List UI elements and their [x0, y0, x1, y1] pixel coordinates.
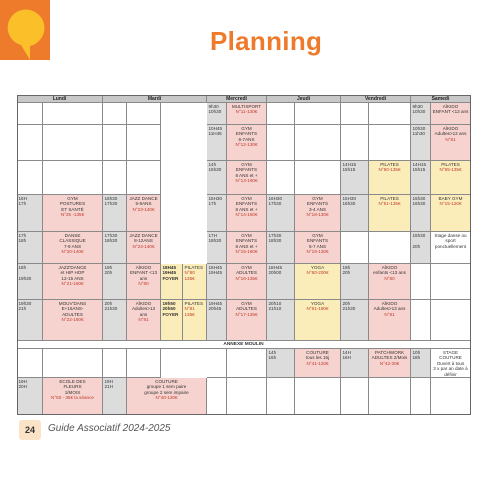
- activity-name: JAZZ DANCE 8-12ANS: [129, 233, 158, 244]
- time-slot: [267, 349, 295, 378]
- time-slot: [207, 125, 227, 161]
- activity-name: MULTISPORT: [231, 104, 262, 109]
- activity-name: DANSE CLASSIQUE 7-9 ANS: [59, 233, 86, 249]
- planning-table: [17, 95, 471, 415]
- time-slot: [341, 349, 369, 378]
- activity-name: AÏKIDO Adultes>13 ans: [434, 126, 467, 137]
- time-label: 18h 19h30: [18, 265, 32, 281]
- empty-slot: [17, 161, 43, 195]
- activity-name: ECOLE DES FLEURS 1/MOIS: [59, 379, 86, 395]
- activity-price: N°61-180€: [306, 306, 329, 312]
- activity-cell: [369, 264, 411, 300]
- activity-price: N°14-160€: [235, 212, 258, 218]
- day-header-ma: Mardi: [103, 95, 207, 103]
- day-header-me: Mercredi: [207, 95, 267, 103]
- day-header-lu: Lundi: [17, 95, 103, 103]
- activity-price: N°55-135€: [439, 167, 462, 173]
- activity-name: GYM ENFANTS 8 ANS et +: [235, 233, 258, 249]
- empty-slot: [127, 103, 161, 125]
- activity-name: GYM ENFANTS 8 ANS et +: [235, 162, 258, 178]
- time-slot: [103, 232, 127, 264]
- empty-slot: [267, 103, 295, 125]
- time-label: 18H45 20h00: [268, 265, 283, 276]
- time-slot: [341, 264, 369, 300]
- time-slot: [411, 195, 431, 232]
- activity-price: N°19-130€: [306, 249, 329, 255]
- time-label: 18H45 19H45: [208, 265, 223, 276]
- time-label: 19h 20h: [342, 265, 351, 276]
- activity-price: N°20-140€: [61, 249, 84, 255]
- time-slot: [103, 300, 127, 341]
- time-slot: [161, 300, 183, 341]
- empty-slot: [103, 125, 127, 161]
- empty-slot: [267, 161, 295, 195]
- activity-name: PATCHWORK ADULTES 2/Mois: [371, 350, 408, 361]
- activity-cell: [43, 300, 103, 341]
- time-slot: [161, 264, 183, 300]
- time-label: 17h30 18h30: [268, 233, 282, 244]
- time-slot: [207, 264, 227, 300]
- activity-name: AÏKIDO enfants <13 ans: [373, 265, 406, 276]
- activity-price: N°13-160€: [235, 178, 258, 184]
- empty-slot: [295, 103, 341, 125]
- activity-name: GYM POSTURES ET SANTÉ: [59, 196, 86, 212]
- activity-cell: [295, 232, 341, 264]
- activity-name: MOUV'DANS E+15ANS- ADULTES: [58, 301, 87, 317]
- activity-cell: [127, 378, 207, 415]
- empty-slot: [127, 349, 161, 378]
- time-slot: [17, 195, 43, 232]
- activity-price: N°51-135€: [378, 201, 401, 207]
- empty-slot: [369, 378, 411, 415]
- time-label: 10h 18h: [412, 350, 421, 361]
- activity-name: COUTURE groupe 1 sem paire groupe 2 sem impaire: [144, 379, 189, 395]
- activity-name: AÏKIDO ENFANT <13 ans: [432, 104, 469, 115]
- activity-cell: [227, 264, 267, 300]
- time-slot: [341, 161, 369, 195]
- time-label: 14H15 15h15: [412, 162, 427, 173]
- activity-cell: [295, 300, 341, 341]
- activity-price: N°50-135€: [378, 167, 401, 173]
- time-label: 20h 21h30: [104, 301, 118, 312]
- empty-slot: [369, 232, 411, 264]
- activity-name: BABY GYM: [438, 196, 463, 201]
- activity-price: N°11-130€: [235, 109, 258, 115]
- time-slot: [267, 195, 295, 232]
- empty-slot: [17, 125, 43, 161]
- activity-cell: [227, 195, 267, 232]
- activity-price: N°60-200€: [306, 270, 329, 276]
- time-slot: [103, 378, 127, 415]
- activity-name: GYM ADULTES: [236, 301, 257, 312]
- activity-name: GYM ADULTES: [236, 265, 257, 276]
- activity-name: YOGA: [310, 265, 325, 270]
- activity-cell: [295, 195, 341, 232]
- time-slot: [411, 125, 431, 161]
- time-label: 20h 21h30: [342, 301, 356, 312]
- time-slot: [267, 232, 295, 264]
- time-label: 16H 17h: [18, 196, 27, 207]
- time-slot: [411, 161, 431, 195]
- activity-price: N°50 - 35€ la séance: [51, 395, 94, 401]
- activity-price: N°18-130€: [306, 212, 329, 218]
- activity-price: N°23-140€: [132, 206, 155, 212]
- time-slot: [207, 232, 227, 264]
- empty-slot: [411, 300, 431, 341]
- activity-price: N°22-160€: [61, 317, 84, 323]
- empty-slot: [43, 161, 103, 195]
- activity-name: AÏKIDO Adultes>13 ans: [131, 301, 156, 317]
- time-label: 14H15 15h15: [342, 162, 357, 173]
- activity-cell: [431, 349, 471, 378]
- activity-price: N°15-160€: [235, 249, 258, 255]
- time-slot: [267, 264, 295, 300]
- time-slot: [411, 103, 431, 125]
- time-label: 14h 15h30: [208, 162, 222, 173]
- activity-price: N°80: [384, 275, 395, 281]
- empty-slot: [267, 378, 295, 415]
- empty-slot: [17, 349, 43, 378]
- time-slot: [17, 264, 43, 300]
- annexe-header: ANNEXE MOULIN: [17, 341, 471, 349]
- time-slot: [341, 195, 369, 232]
- empty-slot: [431, 300, 471, 341]
- empty-slot: [369, 103, 411, 125]
- time-label: 15H30 16h30: [342, 196, 357, 207]
- activity-name: GYM ENFANTS 8 ANS et +: [235, 196, 258, 212]
- time-label: 16h30 17h30: [104, 196, 118, 207]
- footer-guide-title: Guide Associatif 2024-2025: [48, 423, 171, 434]
- empty-slot: [43, 125, 103, 161]
- activity-cell: [183, 300, 207, 341]
- activity-price: N°21-160€: [61, 281, 84, 287]
- activity-price: N°17-135€: [235, 311, 258, 317]
- empty-slot: [295, 125, 341, 161]
- activity-cell: [227, 161, 267, 195]
- activity-cell: [431, 232, 471, 264]
- empty-slot: [43, 103, 103, 125]
- activity-cell: [227, 103, 267, 125]
- time-slot: [17, 300, 43, 341]
- time-label: 10h30 11h30: [412, 126, 426, 137]
- time-label: 17h 18h: [18, 233, 27, 244]
- time-label: 19h50 20h50 FOYER: [162, 301, 179, 317]
- activity-cell: [369, 195, 411, 232]
- activity-cell: [431, 103, 471, 125]
- time-slot: [411, 232, 431, 264]
- activity-cell: [369, 161, 411, 195]
- activity-price: N°15-120€: [439, 201, 462, 207]
- time-slot: [17, 232, 43, 264]
- empty-slot: [103, 103, 127, 125]
- activity-name: COUTURE tous les 15j: [305, 350, 330, 361]
- empty-slot: [227, 378, 267, 415]
- activity-name: STAGE COUTURE Ouvert à tous 3 x par an date à définir: [433, 350, 468, 377]
- time-label: 15H30 17h: [208, 196, 223, 207]
- activity-cell: [43, 264, 103, 300]
- page-number: 24: [19, 420, 41, 440]
- empty-slot: [341, 103, 369, 125]
- activity-price: N°16-135€: [235, 275, 258, 281]
- activity-price: N°81: [384, 311, 395, 317]
- activity-price: N°80 135€: [184, 270, 195, 281]
- time-slot: [411, 349, 431, 378]
- activity-cell: [127, 195, 161, 232]
- empty-slot: [411, 378, 431, 415]
- time-label: 19H 20H: [18, 379, 27, 390]
- activity-name: JAZZ DANCE 5-8ANS: [129, 196, 158, 207]
- time-label: 10H45 11H45: [208, 126, 223, 137]
- activity-price: N°80: [138, 281, 149, 287]
- activity-price: N°40-120€: [155, 395, 178, 401]
- activity-cell: [43, 195, 103, 232]
- time-label: 15h30 16h30: [412, 196, 426, 207]
- activity-cell: [127, 264, 161, 300]
- time-label: 9h30 10h30: [412, 104, 426, 115]
- empty-slot: [207, 378, 227, 415]
- page-title: Planning: [210, 26, 323, 56]
- empty-slot: [127, 125, 161, 161]
- empty-slot: [341, 232, 369, 264]
- empty-slot: [341, 378, 369, 415]
- activity-name: AÏKIDO Adultes>13 ans: [373, 301, 406, 312]
- activity-cell: [127, 300, 161, 341]
- activity-price: N°81: [138, 317, 149, 323]
- activity-cell: [431, 195, 471, 232]
- activity-cell: [295, 349, 341, 378]
- time-label: 19h 20h: [104, 265, 113, 276]
- empty-slot: [227, 349, 267, 378]
- empty-slot: [369, 125, 411, 161]
- activity-name: PILATES: [441, 162, 460, 167]
- activity-cell: [369, 300, 411, 341]
- time-label: 17h30 18h30: [104, 233, 118, 244]
- time-label: 19h30 21h: [18, 301, 32, 312]
- empty-slot: [431, 264, 471, 300]
- time-label: 15h30 20h: [412, 233, 426, 249]
- empty-slot: [295, 161, 341, 195]
- activity-name: JAZZ'DANCE et HIP HOP 12-15 ANS: [58, 265, 87, 281]
- time-slot: [17, 378, 43, 415]
- activity-cell: [43, 378, 103, 415]
- empty-slot: [207, 349, 227, 378]
- activity-cell: [227, 125, 267, 161]
- empty-slot: [341, 125, 369, 161]
- time-slot: [267, 300, 295, 341]
- time-label: 20h10 21h10: [268, 301, 282, 312]
- activity-price: N°24-140€: [132, 243, 155, 249]
- time-label: 18H45 19H45 FOYER: [162, 265, 179, 281]
- empty-slot: [431, 378, 471, 415]
- activity-cell: [369, 349, 411, 378]
- activity-name: PILATES: [380, 162, 399, 167]
- activity-cell: [295, 264, 341, 300]
- activity-cell: [183, 264, 207, 300]
- activity-cell: [227, 300, 267, 341]
- speech-bubble-decoration: [0, 0, 58, 82]
- activity-cell: [227, 232, 267, 264]
- time-slot: [207, 195, 227, 232]
- activity-price: N°12-130€: [235, 142, 258, 148]
- empty-slot: [411, 264, 431, 300]
- time-label: 16H30 17h30: [268, 196, 283, 207]
- time-label: 19H 21H: [104, 379, 113, 390]
- time-slot: [341, 300, 369, 341]
- time-label: 14h 16h: [268, 350, 277, 361]
- activity-name: Stage danse ou sport ponctuellement: [434, 233, 467, 249]
- activity-name: PILATES: [184, 265, 204, 270]
- time-slot: [103, 264, 127, 300]
- time-slot: [207, 103, 227, 125]
- time-label: 9h30 10h30: [208, 104, 222, 115]
- activity-price: N°42-30€: [379, 360, 400, 366]
- activity-cell: [127, 232, 161, 264]
- day-header-je: Jeudi: [267, 95, 341, 103]
- activity-price: N°41-120€: [306, 360, 329, 366]
- activity-name: PILATES: [184, 301, 204, 306]
- empty-slot: [103, 349, 127, 378]
- activity-cell: [43, 232, 103, 264]
- time-label: 19H45 20h45: [208, 301, 223, 312]
- activity-cell: [431, 125, 471, 161]
- empty-slot: [17, 103, 43, 125]
- time-label: 17H 18h30: [208, 233, 222, 244]
- empty-slot: [103, 161, 127, 195]
- empty-slot: [127, 161, 161, 195]
- time-slot: [207, 300, 227, 341]
- empty-slot: [267, 125, 295, 161]
- activity-name: GYM ENFANTS 3-4 ANS: [306, 196, 329, 212]
- activity-name: YOGA: [310, 301, 325, 306]
- day-header-sa: Samedi: [411, 95, 471, 103]
- activity-name: GYM ENFANTS 5-7 ANS: [306, 233, 329, 249]
- activity-name: PILATES: [380, 196, 399, 201]
- time-slot: [103, 195, 127, 232]
- time-slot: [207, 161, 227, 195]
- activity-name: AÏKIDO ENFANT <13 ans: [129, 265, 158, 281]
- activity-price: N°81: [445, 136, 456, 142]
- empty-slot: [43, 349, 103, 378]
- activity-price: N°81 135€: [184, 306, 195, 317]
- activity-price: N°25 -135€: [60, 212, 85, 218]
- empty-slot: [295, 378, 341, 415]
- time-label: 14H 16H: [342, 350, 351, 361]
- activity-name: GYM ENFANTS 6-7ANS: [235, 126, 258, 142]
- activity-cell: [431, 161, 471, 195]
- day-header-ve: Vendredi: [341, 95, 411, 103]
